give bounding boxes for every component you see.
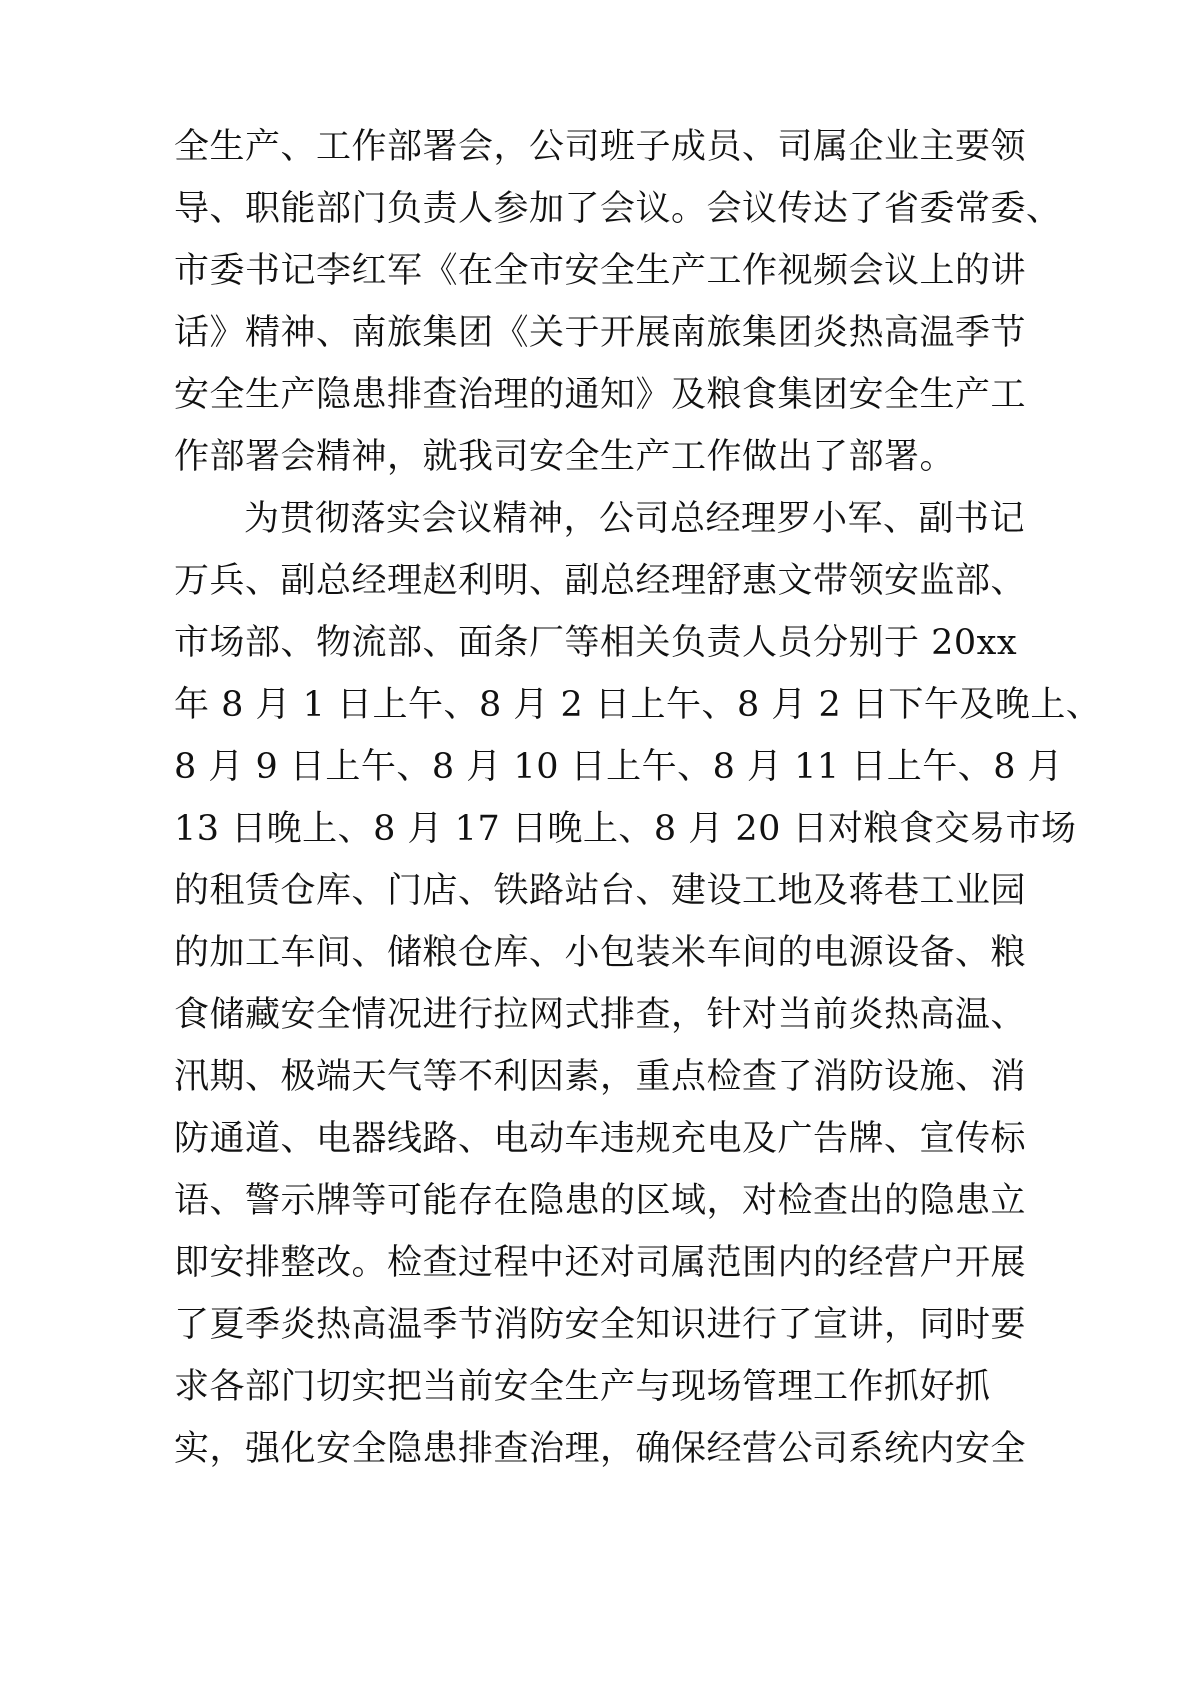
paragraph-1-line-5: 安全生产隐患排查治理的通知》及粮食集团安全生产工 [174,375,1027,415]
paragraph-2-line-1: 为贯彻落实会议精神，公司总经理罗小军、副书记 [244,499,1026,539]
paragraph-2-line-7: 的租赁仓库、门店、铁路站台、建设工地及蒋巷工业园 [174,871,1027,911]
paragraph-1 [174,116,1062,488]
paragraph-1-line-3: 市委书记李红军《在全市安全生产工作视频会议上的讲 [174,251,1027,291]
document-body [174,116,1102,1480]
paragraph-2-line-4: 年 8 月 1 日上午、8 月 2 日上午、8 月 2 日下午及晚上、 [174,685,1102,725]
paragraph-2-line-14: 了夏季炎热高温季节消防安全知识进行了宣讲，同时要 [174,1305,1027,1345]
paragraph-2-line-12: 语、警示牌等可能存在隐患的区域，对检查出的隐患立 [174,1181,1027,1221]
paragraph-2-line-2: 万兵、副总经理赵利明、副总经理舒惠文带领安监部、 [174,561,1027,601]
paragraph-2-line-16: 实，强化安全隐患排查治理，确保经营公司系统内安全 [174,1429,1027,1469]
paragraph-2 [174,488,1102,1480]
paragraph-1-line-4: 话》精神、南旅集团《关于开展南旅集团炎热高温季节 [174,313,1027,353]
paragraph-2-line-15: 求各部门切实把当前安全生产与现场管理工作抓好抓 [174,1367,991,1407]
paragraph-1-line-2: 导、职能部门负责人参加了会议。会议传达了省委常委、 [174,189,1062,229]
paragraph-2-line-5: 8 月 9 日上午、8 月 10 日上午、8 月 11 日上午、8 月 [174,747,1064,787]
paragraph-2-line-8: 的加工车间、储粮仓库、小包装米车间的电源设备、粮 [174,933,1027,973]
paragraph-2-line-3: 市场部、物流部、面条厂等相关负责人员分别于 20xx [174,623,1018,663]
paragraph-2-line-6: 13 日晚上、8 月 17 日晚上、8 月 20 日对粮食交易市场 [174,809,1077,849]
paragraph-2-line-10: 汛期、极端天气等不利因素，重点检查了消防设施、消 [174,1057,1027,1097]
paragraph-2-line-9: 食储藏安全情况进行拉网式排查，针对当前炎热高温、 [174,995,1027,1035]
paragraph-2-line-11: 防通道、电器线路、电动车违规充电及广告牌、宣传标 [174,1119,1027,1159]
paragraph-1-line-1: 全生产、工作部署会，公司班子成员、司属企业主要领 [174,127,1027,167]
paragraph-1-line-6: 作部署会精神，就我司安全生产工作做出了部署。 [174,437,956,477]
paragraph-2-line-13: 即安排整改。检查过程中还对司属范围内的经营户开展 [174,1243,1027,1283]
